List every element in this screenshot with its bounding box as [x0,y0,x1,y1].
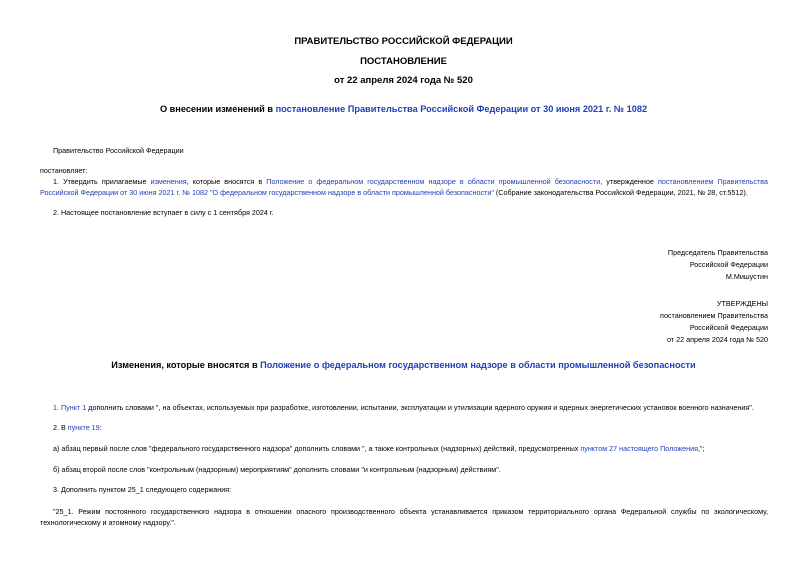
approval-block [660,298,768,346]
link-point-1[interactable]: Пункт 1 [61,403,87,412]
link-resolution-1082[interactable]: постановлением Правительства Российской Федерации от 30 июня 2021 г. № 1082 "О федеральном государственном надзоре в области промышленной безопасности" [40,177,768,197]
change-2b: б) абзац второй после слов "контрольным (надзорным) мероприятиям" дополнить словами "и контрольным (надзорным) действиям". [53,465,501,474]
change-1-text: дополнить словами ", на объектах, используемых при разработке, изготовлении, испытании, эксплуатации и утилизации ядерного оружия и ядерных энергетических установок военного назначения". [86,403,754,412]
signature-line-1: Председатель Правительства [667,248,768,257]
link-point-19[interactable]: пункте 19 [67,423,100,432]
approval-line-1: УТВЕРЖДЕНЫ [716,299,768,308]
change-1-num: 1. [53,403,61,412]
change-1 [40,402,768,413]
link-point-27[interactable]: пунктом 27 настоящего Положения [580,444,698,453]
intro-text: Правительство Российской Федерации [53,146,184,155]
changes-title [0,360,807,370]
link-changes[interactable]: изменения [150,177,187,186]
item-1-text-a: 1. Утвердить прилагаемые [53,177,151,186]
change-2-num: 2. В [53,423,68,432]
change-2a-text-a: а) абзац первый после слов "федерального государственного надзора" дополнить словами ", а также контрольных (надзорных) действий, предусмотренных [53,444,581,453]
change-2a-text-b: ,"; [698,444,705,453]
approval-line-2: постановлением Правительства [660,311,768,320]
change-2a [40,443,768,454]
change-2 [40,422,768,433]
changes-title-link[interactable]: Положение о федеральном государственном надзоре в области промышленной безопасности [260,360,696,370]
title-link[interactable]: постановление Правительства Российской Федерации от 30 июня 2021 г. № 1082 [275,104,648,114]
item-1-text-b: , которые вносятся в [186,177,267,186]
change-2-text: : [99,423,102,432]
document-date: от 22 апреля 2024 года № 520 [334,75,473,86]
change-3: 3. Дополнить пунктом 25_1 следующего содержания: [53,485,232,494]
signature-name: М.Мишустин [725,272,768,281]
title-prefix: О внесении изменений в [159,104,276,114]
change-3-text: "25_1. Режим постоянного государственного надзора в отношении опасного производственного объекта устанавливается приказом территориального органа Федеральной службы по экологическому, технологическому и атомному надзору.". [40,507,768,527]
changes-title-prefix: Изменения, которые вносятся в [111,360,261,370]
item-1 [40,176,768,198]
approval-line-4: от 22 апреля 2024 года № 520 [666,335,768,344]
approval-line-3: Российской Федерации [689,323,768,332]
document-title [0,104,807,114]
signature-block [668,247,768,283]
link-regulation[interactable]: Положение о федеральном государственном надзоре в области промышленной безопасности [266,177,601,186]
item-2: 2. Настоящее постановление вступает в силу с 1 сентября 2024 г. [53,208,274,217]
item-1-text-c: , утвержденное [600,177,658,186]
item-1-text-d: (Собрание законодательства Российской Федерации, 2021, № 28, ст.5512). [493,188,748,197]
document-type: ПОСТАНОВЛЕНИЕ [360,56,447,67]
signature-line-2: Российской Федерации [689,260,768,269]
government-heading: ПРАВИТЕЛЬСТВО РОССИЙСКОЙ ФЕДЕРАЦИИ [294,36,513,47]
decides-text: постановляет: [40,166,88,175]
